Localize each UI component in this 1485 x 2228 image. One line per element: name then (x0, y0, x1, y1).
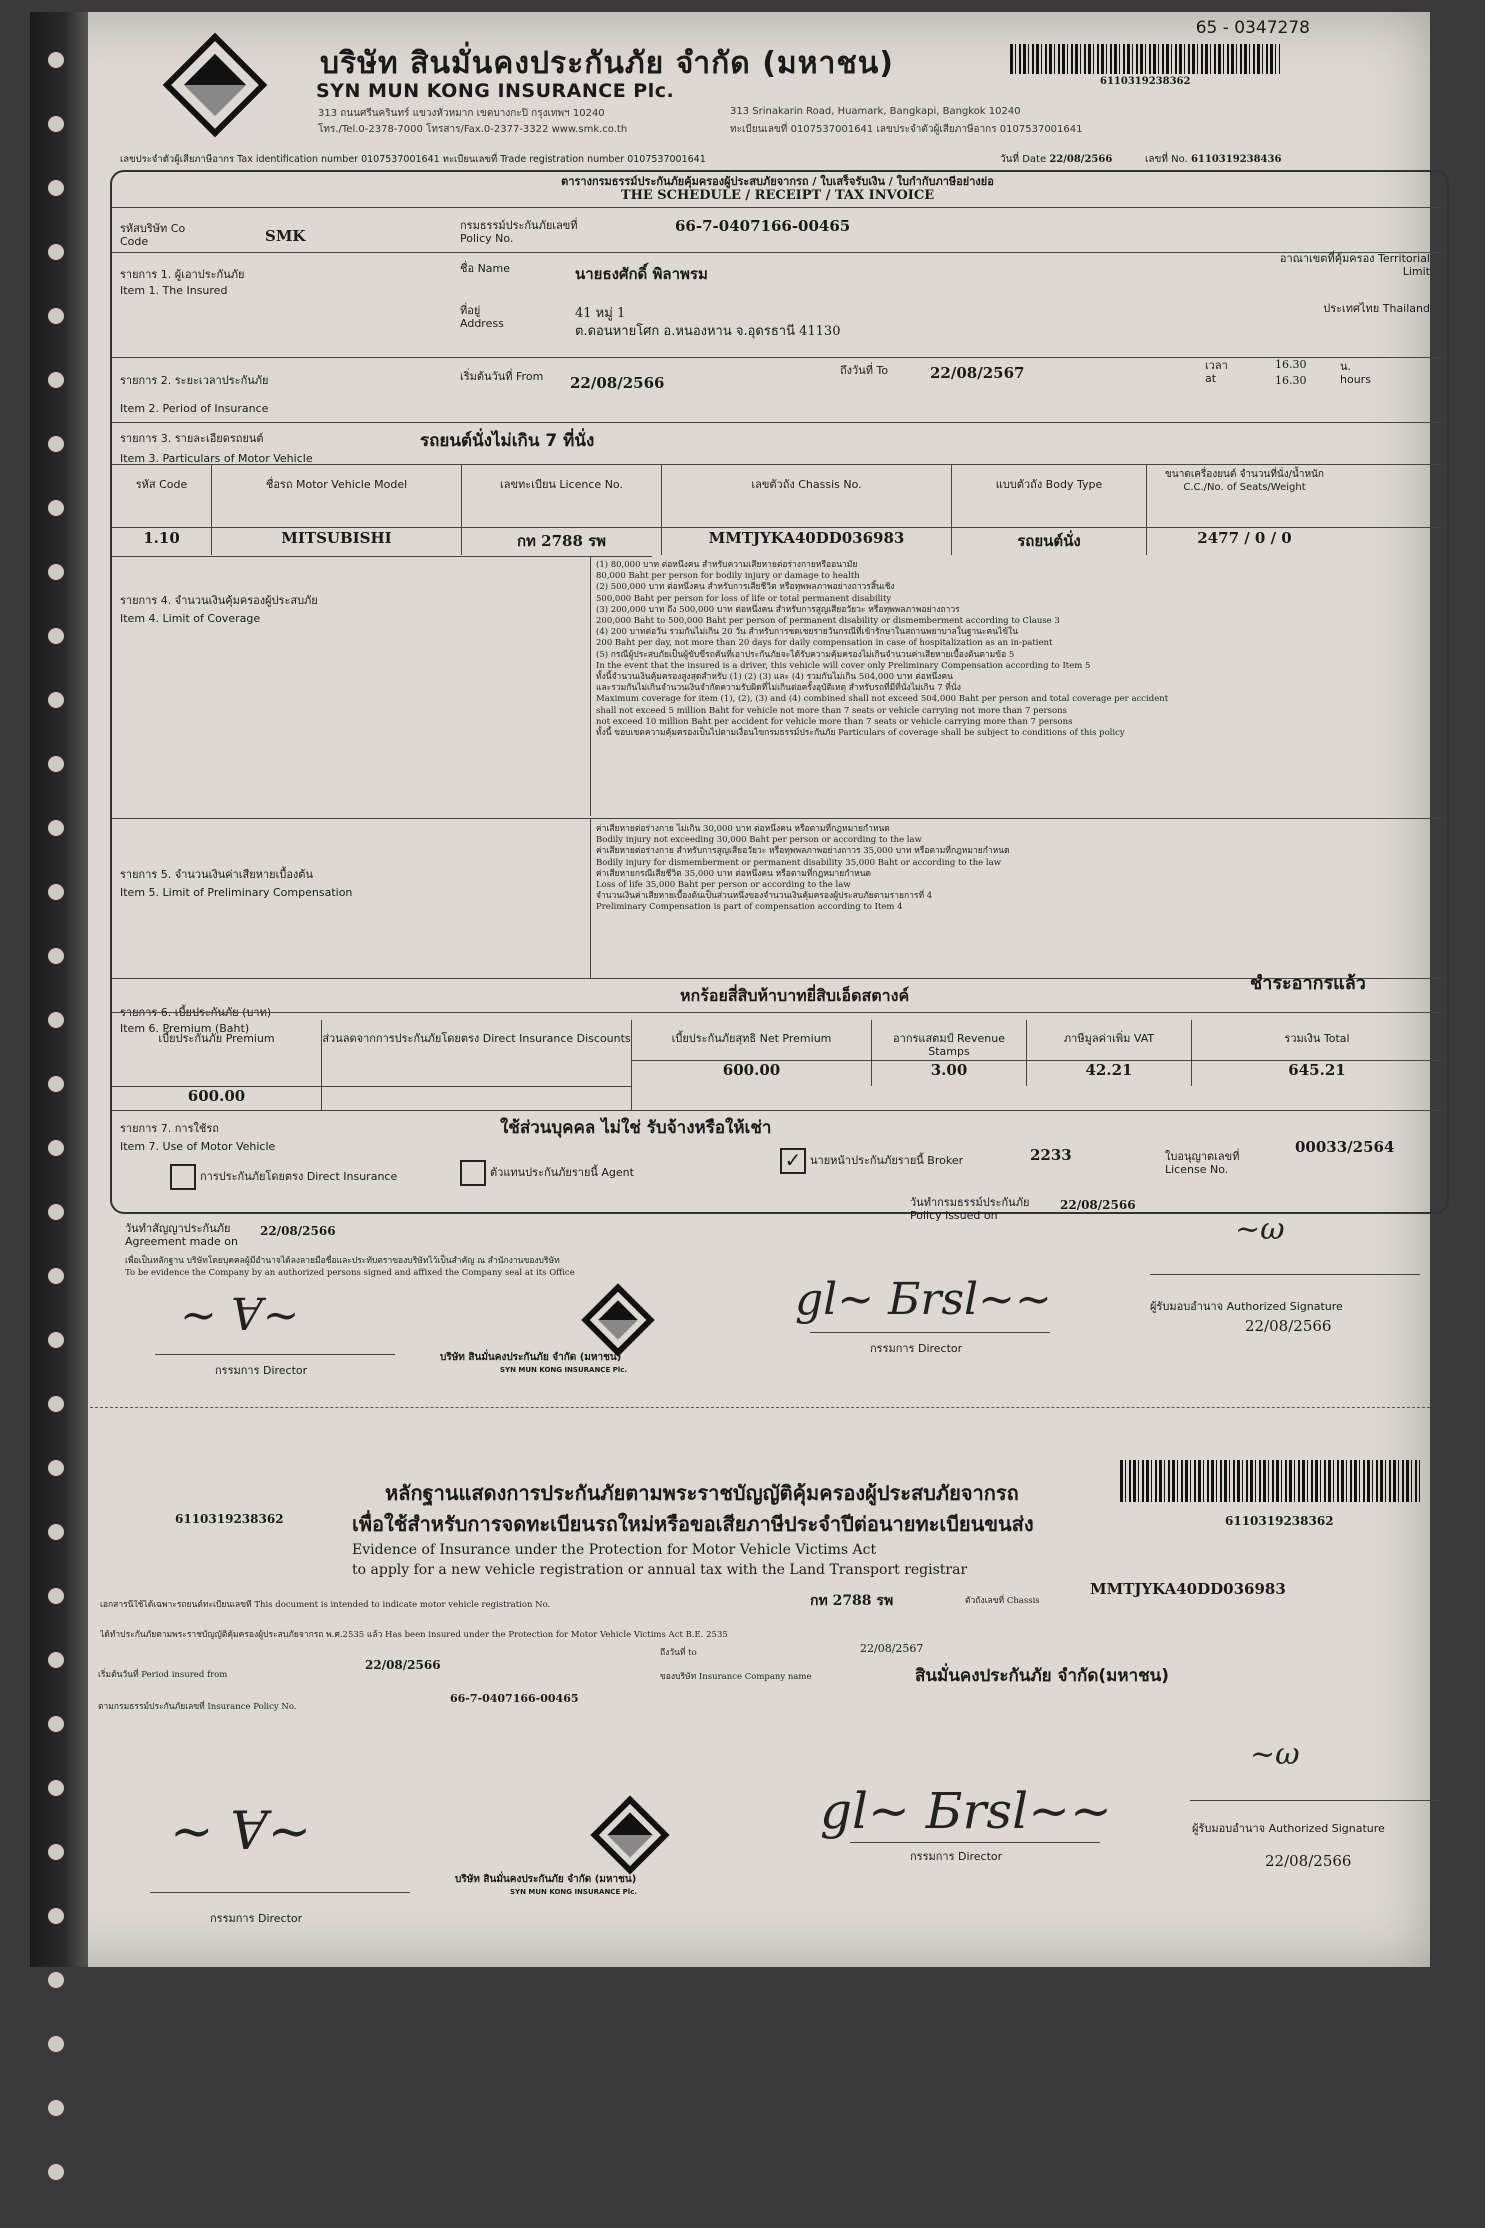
evidence-act-line: ได้ทำประกันภัยตามพระราชบัญญัติคุ้มครองผู้ประสบภัยจากรถ พ.ศ.2535 แล้ว Has been insured under the Protection for Motor Vehicle Victims Act B.E. 2535 (100, 1630, 728, 1640)
evidence-director-signature-2: gl~ Ƃrsl~~ (820, 1782, 1112, 1840)
item1-label: รายการ 1. ผู้เอาประกันภัย (120, 268, 245, 281)
revenue-stamps-value: 3.00 (872, 1060, 1027, 1086)
date-label: วันที่ Date (1000, 154, 1047, 165)
insurance-document-page (30, 12, 1430, 1967)
tax-id-line: เลขประจำตัวผู้เสียภาษีอากร Tax identification number 0107537001641 ทะเบียนเลขที่ Trade registration number 0107537001641 (120, 154, 706, 165)
director-signature-1: ∼ Ɐ~ (180, 1290, 300, 1341)
binding-strip (30, 12, 88, 1967)
evidence-from-date: 22/08/2566 (365, 1658, 441, 1672)
veh-header-code: รหัส Code (112, 464, 212, 550)
coverage-line: (1) 80,000 บาท ต่อหนึ่งคน สำหรับความเสียหายต่อร่างกายหรืออนามัย (596, 560, 858, 570)
territorial-value: ประเทศไทย Thailand (1323, 302, 1430, 315)
company-name-english: SYN MUN KONG INSURANCE Plc. (316, 80, 675, 102)
agreement-label: วันทำสัญญาประกันภัย Agreement made on (125, 1222, 238, 1248)
evidence-to-label: ถึงวันที่ to (660, 1648, 697, 1658)
total-value: 645.21 (1192, 1060, 1442, 1086)
premium-table (112, 1020, 1442, 1110)
prem-header-stamps: อากรแสตมป์ Revenue Stamps (872, 1020, 1027, 1060)
veh-header-licence: เลขทะเบียน Licence No. (462, 464, 662, 550)
vehicle-class: รถยนต์นั่งไม่เกิน 7 ที่นั่ง (420, 431, 595, 451)
evidence-seal-name-english: SYN MUN KONG INSURANCE Plc. (510, 1888, 638, 1896)
seal-name-thai: บริษัท สินมั่นคงประกันภัย จำกัด (มหาชน) (440, 1352, 622, 1363)
prelim-line: ค่าเสียหายกรณีเสียชีวิต 35,000 บาท ต่อหนึ่งคน หรือตามที่กฎหมายกำหนด (596, 868, 872, 879)
item5-english: Item 5. Limit of Preliminary Compensation (120, 886, 353, 899)
prem-header-premium: เบี้ยประกันภัย Premium (112, 1020, 322, 1086)
evidence-seal-icon (590, 1795, 669, 1874)
evidence-statement-english: To be evidence the Company by an authorized persons signed and affixed the Company seal at its Office (125, 1268, 575, 1278)
prelim-line: จำนวนเงินค่าเสียหายเบื้องต้นเป็นส่วนหนึ่งของจำนวนเงินคุ้มครองผู้ประสบภัยตามรายการที่ 4 (596, 891, 933, 902)
prelim-text (596, 824, 1436, 914)
evidence-barcode (1120, 1460, 1420, 1502)
evidence-line1-label: เอกสารนี้ใช้ได้เฉพาะรถยนต์ทะเบียนเลขที่ This document is intended to indicate motor vehicle registration No. (100, 1600, 551, 1610)
time-to: 16.30 (1275, 374, 1307, 387)
item6-label: รายการ 6. เบี้ยประกันภัย (บาท) (120, 1006, 272, 1019)
agent-label: ตัวแทนประกันภัยรายนี้ Agent (490, 1166, 634, 1179)
document-number: 65 - 0347278 (1195, 18, 1310, 38)
coverage-line: (2) 500,000 บาท ต่อหนึ่งคน สำหรับการเสียชีวิต หรือทุพพลภาพอย่างถาวรสิ้นเชิง (596, 582, 895, 593)
company-contact: โทร./Tel.0-2378-7000 โทรสาร/Fax.0-2377-3322 www.smk.co.th (318, 124, 628, 135)
stamp-duty-paid: ชำระอากรแล้ว (1250, 973, 1366, 994)
vehicle-row (112, 529, 1442, 555)
evidence-policy-number: 66-7-0407166-00465 (450, 1692, 579, 1705)
broker-checkbox[interactable]: ✓ (780, 1148, 806, 1174)
veh-header-model: ชื่อรถ Motor Vehicle Model (212, 464, 462, 550)
evidence-chassis-number: MMTJYKA40DD036983 (1090, 1580, 1286, 1598)
time-label: เวลา at (1205, 359, 1228, 385)
item1-english: Item 1. The Insured (120, 284, 228, 297)
discount-value (322, 1086, 632, 1110)
prelim-line: Loss of life 35,000 Baht per person or according to the law (596, 880, 851, 891)
prelim-line: ค่าเสียหายต่อร่างกาย สำหรับการสูญเสียอวัยวะ หรือทุพพลภาพอย่างถาวร 35,000 บาท หรือตามที่กฎหมายกำหนด (596, 846, 1010, 857)
director-label-2: กรรมการ Director (870, 1342, 963, 1355)
prem-header-total: รวมเงิน Total (1284, 1032, 1350, 1045)
veh-header-chassis: เลขตัวถัง Chassis No. (662, 464, 952, 550)
vat-value: 42.21 (1027, 1060, 1192, 1086)
prelim-line: Bodily injury not exceeding 30,000 Baht per person or according to the law (596, 835, 922, 846)
seal-name-english: SYN MUN KONG INSURANCE Plc. (500, 1366, 628, 1374)
item4-english: Item 4. Limit of Coverage (120, 612, 261, 625)
veh-body-type: รถยนต์นั่ง (952, 529, 1147, 555)
evidence-from-label: เริ่มต้นวันที่ Period insured from (98, 1670, 228, 1680)
net-premium-value: 600.00 (632, 1060, 872, 1086)
agent-checkbox[interactable] (460, 1160, 486, 1186)
veh-code: 1.10 (112, 529, 212, 555)
period-to-date: 22/08/2567 (930, 364, 1025, 382)
company-registration: ทะเบียนเลขที่ 0107537001641 เลขประจำตัวผู้เสียภาษีอากร 0107537001641 (730, 124, 1083, 135)
top-barcode-number: 6110319238362 (1100, 76, 1191, 87)
veh-cc-seats-weight: 2477 / 0 / 0 (1197, 529, 1292, 547)
prem-header-discount: ส่วนลดจากการประกันภัยโดยตรง Direct Insurance Discounts (322, 1020, 632, 1086)
evidence-barcode-number: 6110319238362 (1225, 1514, 1334, 1528)
evidence-statement: เพื่อเป็นหลักฐาน บริษัทโดยบุคคลผู้มีอำนาจได้ลงลายมือชื่อและประทับตราของบริษัทไว้เป็นสำคัญ ณ สำนักงานของบริษัท (125, 1256, 560, 1266)
evidence-director-signature-1: ∼ Ɐ~ (170, 1802, 312, 1862)
coverage-line: 500,000 Baht per person for loss of life or total permanent disability (596, 593, 892, 604)
schedule-title-thai: ตารางกรมธรรม์ประกันภัยคุ้มครองผู้ประสบภัยจากรถ / ใบเสร็จรับเงิน / ใบกำกับภาษีอย่างย่อ (561, 175, 994, 188)
item2-label: รายการ 2. ระยะเวลาประกันภัย (120, 374, 269, 387)
item7-english: Item 7. Use of Motor Vehicle (120, 1140, 276, 1153)
from-label: เริ่มต้นวันที่ From (460, 370, 544, 383)
address-line-2: ต.ดอนหายโศก อ.หนองหาน จ.อุดรธานี 41130 (575, 324, 841, 339)
evidence-to-date: 22/08/2567 (860, 1642, 924, 1655)
item2-english: Item 2. Period of Insurance (120, 402, 269, 415)
coverage-line: not exceed 10 million Baht per accident for vehicle more than 7 seats or vehicle carrying more than 7 persons (596, 716, 1073, 727)
address-line-1: 41 หมู่ 1 (575, 306, 626, 321)
veh-licence: กท 2788 รพ (462, 529, 662, 555)
receipt-no-label: เลขที่ No. (1145, 154, 1188, 165)
item4-label: รายการ 4. จำนวนเงินคุ้มครองผู้ประสบภัย (120, 594, 318, 607)
policy-issued-label: วันทำกรมธรรม์ประกันภัย Policy issued on (910, 1196, 1030, 1222)
authorized-label: ผู้รับมอบอำนาจ Authorized Signature (1150, 1300, 1343, 1313)
company-name-thai: บริษัท สินมั่นคงประกันภัย จำกัด (มหาชน) (320, 46, 894, 81)
coverage-line: shall not exceed 5 million Baht for vehicle not more than 7 seats or vehicle carrying not more than 7 persons (596, 705, 1067, 716)
broker-label: นายหน้าประกันภัยรายนี้ Broker (810, 1154, 964, 1167)
top-barcode (1010, 44, 1280, 74)
issue-date: 22/08/2566 (1049, 154, 1113, 165)
license-label: ใบอนุญาตเลขที่ License No. (1165, 1150, 1240, 1176)
prem-header-vat: ภาษีมูลค่าเพิ่ม VAT (1027, 1020, 1192, 1060)
prelim-line: Preliminary Compensation is part of compensation according to Item 4 (596, 902, 903, 913)
direct-insurance-label: การประกันภัยโดยตรง Direct Insurance (200, 1170, 398, 1183)
veh-model: MITSUBISHI (212, 529, 462, 555)
evidence-director-label-1: กรรมการ Director (210, 1912, 303, 1925)
item3-english: Item 3. Particulars of Motor Vehicle (120, 452, 313, 465)
receipt-number: 6110319238436 (1190, 154, 1282, 165)
premium-value: 600.00 (112, 1086, 322, 1110)
coverage-line: Maximum coverage for item (1), (2), (3) and (4) combined shall not exceed 504,000 Baht per person and total coverage per accident (596, 694, 1169, 705)
coverage-line: 200 Baht per day, not more than 20 days for daily compensation in case of hospitalization as an in-patient (596, 638, 1053, 649)
evidence-chassis-label: ตัวถังเลขที่ Chassis (965, 1596, 1040, 1606)
director-signature-2: gl~ Ƃrsl~~ (795, 1274, 1052, 1325)
coverage-line: และรวมกันไม่เกินจำนวนเงินจำกัดความรับผิดที่ไม่เกินต่อครั้งอุบัติเหตุ สำหรับรถที่มีที่นั่งไม่เกิน 7 ที่นั่ง (596, 683, 961, 694)
evidence-title-english-2: to apply for a new vehicle registration or annual tax with the Land Transport registrar (352, 1562, 968, 1578)
name-label: ชื่อ Name (460, 262, 511, 275)
coverage-line: ทั้งนี้จำนวนเงินคุ้มครองสูงสุดสำหรับ (1) (2) (3) และ (4) รวมกันไม่เกิน 504,000 บาท ต่อหนึ่งคน (596, 672, 953, 683)
item5-label: รายการ 5. จำนวนเงินค่าเสียหายเบื้องต้น (120, 868, 313, 881)
evidence-title-thai-2: เพื่อใช้สำหรับการจดทะเบียนรถใหม่หรือขอเสียภาษีประจำปีต่อนายทะเบียนขนส่ง (352, 1512, 1034, 1536)
prelim-line: Bodily injury for dismemberment or permanent disability 35,000 Baht or according to the law (596, 857, 1001, 868)
evidence-director-label-2: กรรมการ Director (910, 1850, 1003, 1863)
evidence-title-thai-1: หลักฐานแสดงการประกันภัยตามพระราชบัญญัติคุ้มครองผู้ประสบภัยจากรถ (385, 1481, 1019, 1505)
veh-chassis: MMTJYKA40DD036983 (662, 529, 952, 555)
company-address-thai: 313 ถนนศรีนครินทร์ แขวงหัวหมาก เขตบางกะปิ กรุงเทพฯ 10240 (318, 108, 605, 119)
co-code-label: รหัสบริษัท Co Code (120, 222, 186, 248)
policy-number: 66-7-0407166-00465 (675, 217, 851, 235)
evidence-company-name: สินมั่นคงประกันภัย จำกัด(มหาชน) (915, 1666, 1170, 1686)
tear-line (90, 1407, 1430, 1408)
policy-no-label: กรมธรรม์ประกันภัยเลขที่ Policy No. (460, 219, 578, 245)
item3-label: รายการ 3. รายละเอียดรถยนต์ (120, 432, 264, 445)
coverage-line: (3) 200,000 บาท ถึง 500,000 บาท ต่อหนึ่งคน สำหรับการสูญเสียอวัยวะ หรือทุพพลภาพอย่างถาวร (596, 604, 960, 615)
address-label: ที่อยู่ Address (460, 304, 504, 330)
insured-name: นายธงศักดิ์ พิลาพรม (575, 265, 708, 283)
schedule-title-english: THE SCHEDULE / RECEIPT / TAX INVOICE (620, 188, 935, 203)
prelim-line: ค่าเสียหายต่อร่างกาย ไม่เกิน 30,000 บาท ต่อหนึ่งคน หรือตามที่กฎหมายกำหนด (596, 824, 890, 834)
coverage-line: (4) 200 บาทต่อวัน รวมกันไม่เกิน 20 วัน สำหรับการชดเชยรายวันกรณีที่เข้ารักษาในสถานพยาบาลในฐานะคนไข้ใน (596, 627, 1019, 638)
territorial-label: อาณาเขตที่คุ้มครอง Territorial Limit (1279, 252, 1430, 278)
coverage-line: 200,000 Baht to 500,000 Baht per person of permanent disability or dismemberment according to Clause 3 (596, 616, 1060, 627)
company-seal-icon (581, 1283, 655, 1357)
evidence-seal-name-thai: บริษัท สินมั่นคงประกันภัย จำกัด (มหาชน) (455, 1874, 637, 1885)
premium-in-words: หกร้อยสี่สิบห้าบาทยี่สิบเอ็ดสตางค์ (680, 986, 910, 1005)
evidence-authorized-label: ผู้รับมอบอำนาจ Authorized Signature (1192, 1822, 1385, 1835)
time-from: 16.30 (1275, 358, 1307, 371)
coverage-line: (5) กรณีผู้ประสบภัยเป็นผู้ขับขี่รถคันที่เอาประกันภัยจะได้รับความคุ้มครองไม่เกินจำนวนค่าเสียหายเบื้องต้นตามข้อ 5 (596, 649, 1015, 660)
license-number: 00033/2564 (1295, 1138, 1395, 1156)
direct-insurance-checkbox[interactable] (170, 1164, 196, 1190)
item7-label: รายการ 7. การใช้รถ (120, 1122, 219, 1135)
company-logo-icon (163, 33, 268, 138)
veh-header-cc: ขนาดเครื่องยนต์ จำนวนที่นั่ง/น้ำหนัก C.C./No. of Seats/Weight (1165, 469, 1324, 493)
item6-english: Item 6. Premium (Baht) (120, 1022, 250, 1035)
hours-label: น. hours (1340, 360, 1371, 386)
coverage-text (596, 560, 1436, 810)
prem-header-net: เบี้ยประกันภัยสุทธิ Net Premium (632, 1020, 872, 1060)
to-label: ถึงวันที่ To (840, 364, 889, 377)
evidence-registration-no: กท 2788 รพ (810, 1593, 894, 1609)
authorized-date: 22/08/2566 (1245, 1317, 1332, 1335)
policy-issued-date: 22/08/2566 (1060, 1198, 1136, 1212)
evidence-ref-number: 6110319238362 (175, 1512, 284, 1526)
evidence-title-english-1: Evidence of Insurance under the Protection for Motor Vehicle Victims Act (352, 1542, 877, 1558)
director-label-1: กรรมการ Director (215, 1364, 308, 1377)
co-code-value: SMK (265, 227, 306, 245)
veh-header-body: แบบตัวถัง Body Type (952, 464, 1147, 550)
coverage-line: ทั้งนี้ ขอบเขตความคุ้มครองเป็นไปตามเงื่อนไขกรมธรรม์ประกันภัย Particulars of coverage shall be subject to conditions of this policy (596, 728, 1125, 739)
vehicle-use: ใช้ส่วนบุคคล ไม่ใช่ รับจ้างหรือให้เช่า (500, 1118, 772, 1138)
evidence-policy-label: ตามกรมธรรม์ประกันภัยเลขที่ Insurance Policy No. (98, 1702, 297, 1712)
period-from-date: 22/08/2566 (570, 374, 665, 392)
broker-code: 2233 (1030, 1146, 1072, 1164)
coverage-line: 80,000 Baht per person for bodily injury or damage to health (596, 571, 860, 582)
authorized-signature: ~ω (1235, 1212, 1285, 1247)
evidence-company-label: ของบริษัท Insurance Company name (660, 1672, 812, 1682)
agreement-date: 22/08/2566 (260, 1224, 336, 1238)
evidence-authorized-date: 22/08/2566 (1265, 1852, 1352, 1870)
company-address-english: 313 Srinakarin Road, Huamark, Bangkapi, Bangkok 10240 (730, 106, 1021, 117)
evidence-authorized-signature: ~ω (1250, 1737, 1300, 1772)
coverage-line: In the event that the insured is a driver, this vehicle will cover only Preliminary Compensation according to Item 5 (596, 660, 1091, 671)
